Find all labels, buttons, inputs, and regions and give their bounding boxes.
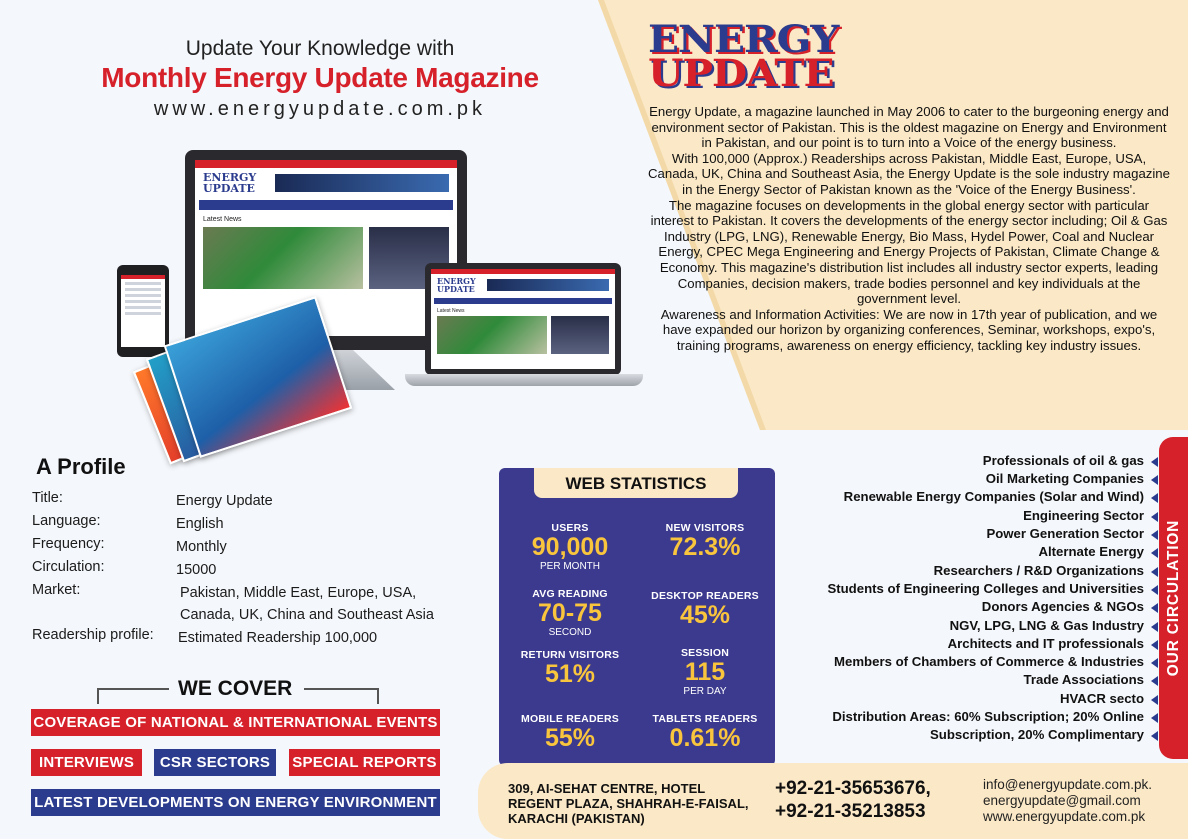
phone-number[interactable]: +92-21-35653676,: [775, 778, 931, 799]
stat-value: 90,000: [531, 533, 609, 561]
stat-label: MOBILE READERS: [521, 713, 619, 725]
energy-update-logo: [648, 17, 848, 95]
about-paragraph: Energy Update, a magazine launched in May 2006 to cater to the burgeoning energy and environment sector of Pakistan. This is the oldest magazine on Energy and Environment in Pakistan, and our point is to turn into a Voice of the energy business.: [649, 104, 1169, 151]
stat-value: 72.3%: [669, 533, 741, 561]
site-section-title: Latest News: [437, 308, 465, 314]
site-logo: ENERGY UPDATE: [203, 171, 257, 195]
cover-tag: INTERVIEWS: [31, 749, 142, 776]
stat-label: RETURN VISITORS: [520, 649, 620, 661]
profile-key: Market:: [32, 582, 81, 598]
laptop-base: [405, 374, 643, 386]
phone-image: [117, 265, 169, 357]
phone-numbers: [775, 777, 931, 823]
profile-key: Frequency:: [32, 536, 105, 552]
triangle-bullet-icon: [1151, 676, 1158, 686]
we-cover-title: WE COVER: [178, 677, 293, 700]
email-link[interactable]: energyupdate@gmail.com: [983, 793, 1141, 808]
stat-return-visitors: [503, 649, 637, 688]
circulation-item: Students of Engineering Colleges and Universities: [827, 581, 1144, 596]
logo-line2: UPDATE: [648, 51, 834, 95]
stat-value: 0.61%: [669, 724, 741, 752]
stat-value: 51%: [544, 660, 596, 688]
stat-label: TABLETS READERS: [652, 713, 758, 725]
stat-label: NEW VISITORS: [665, 522, 745, 534]
cover-tag: COVERAGE OF NATIONAL & INTERNATIONAL EVENTS: [31, 709, 440, 736]
news-image: [437, 316, 547, 354]
site-banner: [487, 279, 609, 291]
site-banner: [275, 174, 449, 192]
web-statistics-title: WEB STATISTICS: [534, 468, 738, 498]
stat-label: DESKTOP READERS: [651, 590, 759, 602]
divider: [304, 688, 379, 690]
profile-key: Readership profile:: [32, 627, 154, 643]
email-link[interactable]: info@energyupdate.com.pk.: [983, 777, 1153, 792]
profile-title: A Profile: [36, 454, 126, 479]
triangle-bullet-icon: [1151, 493, 1158, 503]
stat-new-visitors: [638, 522, 772, 561]
stat-avg-reading: [503, 588, 637, 638]
circulation-item: Donors Agencies & NGOs: [982, 599, 1144, 614]
circulation-item: Professionals of oil & gas: [983, 453, 1144, 468]
stat-value: 45%: [679, 601, 731, 629]
stat-session: [638, 647, 772, 697]
phone-line: [125, 288, 161, 291]
triangle-bullet-icon: [1151, 603, 1158, 613]
header-title: Monthly Energy Update Magazine: [101, 62, 539, 93]
phone-line: [125, 306, 161, 309]
address-line: 309, AI-SEHAT CENTRE, HOTEL: [508, 781, 706, 796]
logo-line1: ENERGY: [648, 17, 839, 61]
about-text: [648, 104, 1170, 354]
phone-line: [125, 312, 161, 315]
site-topbar: [195, 160, 457, 168]
triangle-bullet-icon: [1151, 567, 1158, 577]
about-paragraph: With 100,000 (Approx.) Readerships across Pakistan, Middle East, Europe, USA, Canada, UK, China and Southeast Asia, the Energy Update is the sole industry magazine in the Energy Sector of Pakistan known as the 'Voice of the Energy Business'.: [648, 150, 1170, 197]
about-paragraph: Awareness and Information Activities: We are now in 17th year of publication, and we have expanded our horizon by organizing conferences, Seminar, workshops, expo's, training programs, awareness on energy efficiency, tackling key industry issues.: [660, 306, 1158, 353]
stat-label: AVG READING: [532, 588, 608, 600]
triangle-bullet-icon: [1151, 475, 1158, 485]
profile-value: English: [176, 516, 224, 532]
circulation-item: Members of Chambers of Commerce & Industries: [834, 654, 1144, 669]
circulation-item: Distribution Areas: 60% Subscription; 20% Online: [832, 709, 1144, 724]
triangle-bullet-icon: [1151, 585, 1158, 595]
phone-line: [125, 300, 161, 303]
stat-label: SESSION: [680, 647, 730, 659]
circulation-item: Power Generation Sector: [986, 526, 1144, 541]
profile-value: 15000: [176, 562, 217, 578]
circulation-item: HVACR secto: [1060, 691, 1144, 706]
phone-topbar: [121, 275, 165, 279]
phone-number[interactable]: +92-21-35213853: [775, 801, 926, 822]
stat-desktop-readers: [638, 590, 772, 629]
contact-links: [983, 777, 1152, 825]
stat-value: 115: [684, 658, 726, 686]
cover-tag: SPECIAL REPORTS: [289, 749, 440, 776]
stat-value: 70-75: [538, 599, 602, 627]
circulation-item: Researchers / R&D Organizations: [934, 563, 1144, 578]
triangle-bullet-icon: [1151, 457, 1158, 467]
phone-line: [125, 282, 161, 285]
cover-tag: LATEST DEVELOPMENTS ON ENERGY ENVIRONMENT: [31, 789, 440, 816]
circulation-item: Subscription, 20% Complimentary: [930, 727, 1144, 742]
laptop-image: [425, 263, 621, 375]
site-nav: [434, 298, 612, 304]
stat-sub: PER MONTH: [540, 561, 600, 572]
cover-tag: CSR SECTORS: [154, 749, 276, 776]
profile-value: Energy Update: [176, 493, 273, 509]
site-section-title: Latest News: [203, 216, 242, 223]
circulation-item: Renewable Energy Companies (Solar and Wind): [844, 489, 1144, 504]
our-circulation-label: OUR CIRCULATION: [1165, 519, 1182, 677]
stat-sub: SECOND: [548, 627, 592, 638]
profile-value: Estimated Readership 100,000: [178, 630, 378, 646]
circulation-item: Trade Associations: [1024, 672, 1144, 687]
triangle-bullet-icon: [1151, 695, 1158, 705]
news-image: [551, 316, 609, 354]
triangle-bullet-icon: [1151, 548, 1158, 558]
triangle-bullet-icon: [1151, 640, 1158, 650]
triangle-bullet-icon: [1151, 731, 1158, 741]
stat-users: [503, 522, 637, 572]
circulation-item: NGV, LPG, LNG & Gas Industry: [950, 618, 1144, 633]
address-line: REGENT PLAZA, SHAHRAH-E-FAISAL,: [508, 796, 749, 811]
site-logo: ENERGY UPDATE: [437, 276, 476, 294]
profile-value: Monthly: [176, 539, 227, 555]
stat-value: 55%: [544, 724, 596, 752]
profile-value: Pakistan, Middle East, Europe, USA, Canada, UK, China and Southeast Asia: [180, 585, 434, 623]
address-line: KARACHI (PAKISTAN): [508, 811, 645, 826]
triangle-bullet-icon: [1151, 530, 1158, 540]
profile-key: Language:: [32, 513, 101, 529]
circulation-item: Oil Marketing Companies: [986, 471, 1144, 486]
news-image: [203, 227, 363, 289]
circulation-item: Architects and IT professionals: [948, 636, 1144, 651]
divider: [97, 688, 169, 690]
stat-mobile-readers: [503, 713, 637, 752]
address: [508, 781, 758, 826]
stat-tablets-readers: [638, 713, 772, 752]
stat-sub: PER DAY: [683, 686, 727, 697]
profile-key: Circulation:: [32, 559, 105, 575]
triangle-bullet-icon: [1151, 658, 1158, 668]
header-url[interactable]: www.energyupdate.com.pk: [153, 98, 487, 120]
divider: [377, 688, 379, 704]
divider: [97, 688, 99, 704]
triangle-bullet-icon: [1151, 622, 1158, 632]
stat-label: USERS: [551, 522, 589, 534]
site-nav: [199, 200, 453, 210]
header-tagline: Update Your Knowledge with: [185, 37, 455, 60]
our-circulation-tab: [1159, 437, 1188, 759]
triangle-bullet-icon: [1151, 512, 1158, 522]
about-paragraph: The magazine focuses on developments in the global energy sector with particular interest to Pakistan. It covers the developments of the energy sector including; Oil & Gas Industry (LPG, LNG), Renewable Energy, Bio Mass, Hydel Power, Coal and Nuclear Energy, CPEC Mega Engineering and Energy Projects of Pakistan, Climate Change & Economy. This magazine's distribution list includes all industry sector experts, leading Companies, decision makers, trade bodies personnel and key individuals at the government level.: [650, 197, 1168, 307]
profile-key: Title:: [32, 490, 63, 506]
triangle-bullet-icon: [1151, 713, 1158, 723]
phone-line: [125, 294, 161, 297]
website-link[interactable]: www.energyupdate.com.pk: [983, 809, 1146, 824]
circulation-item: Alternate Energy: [1038, 544, 1144, 559]
circulation-item: Engineering Sector: [1023, 508, 1144, 523]
